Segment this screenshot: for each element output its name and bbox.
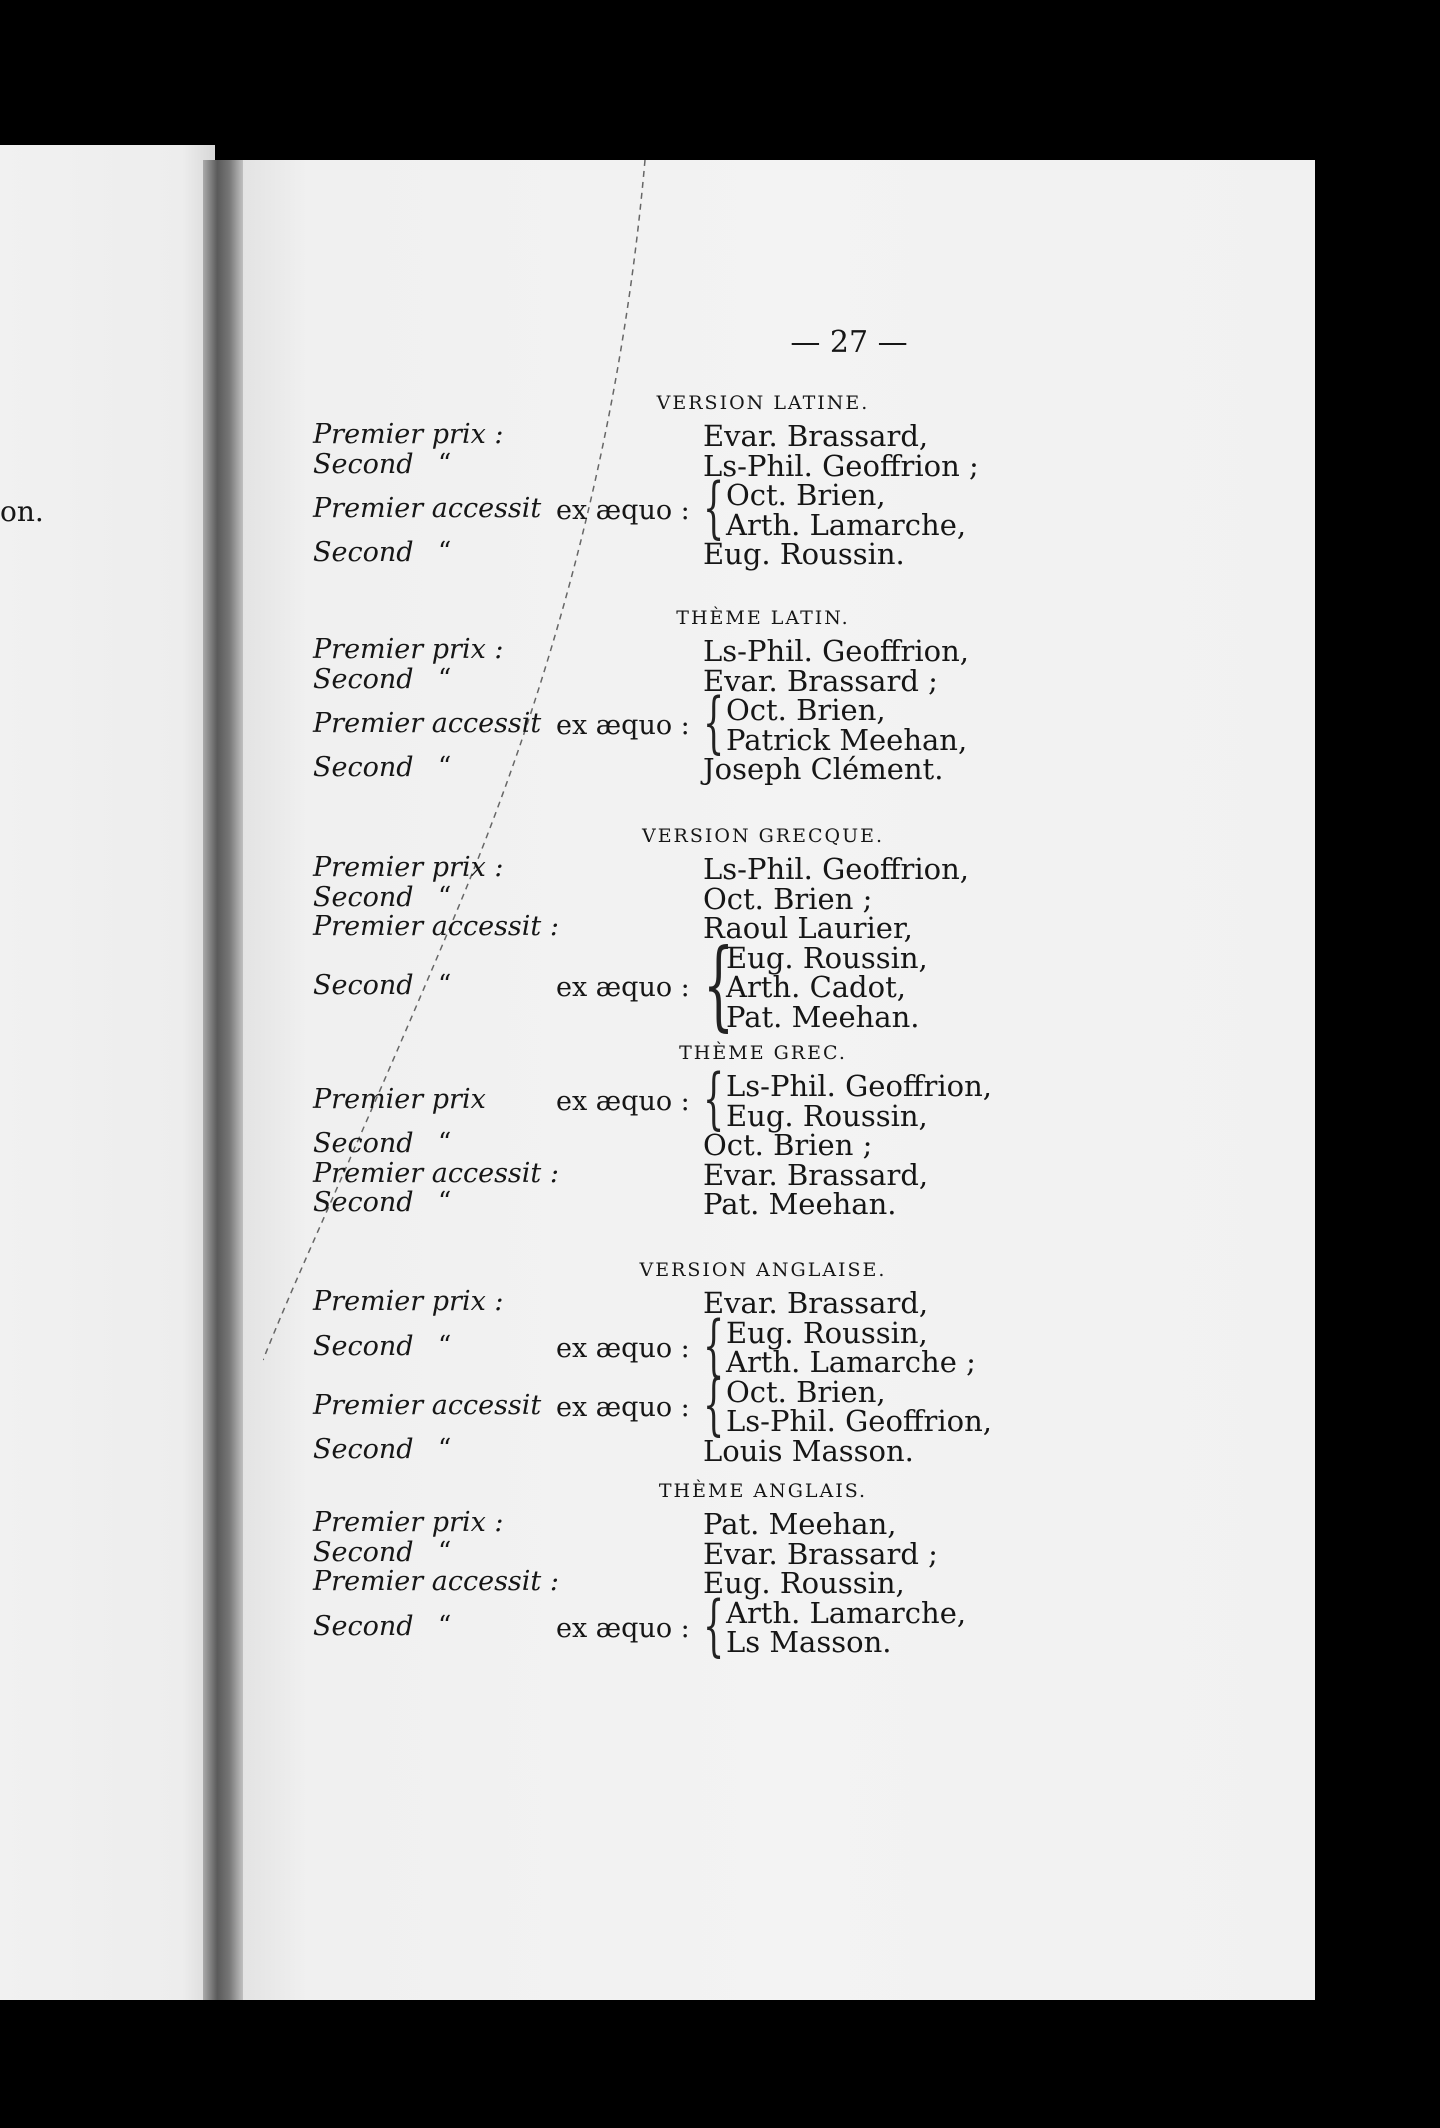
award-label: Premier prix: [313, 1084, 486, 1116]
section-heading: VERSION ANGLAISE.: [639, 1259, 887, 1281]
award-label: Second: [313, 1536, 414, 1568]
laureate-name: Pat. Meehan.: [703, 1187, 897, 1222]
section-heading: THÈME ANGLAIS.: [658, 1480, 868, 1502]
award-label: Premier prix :: [313, 419, 504, 451]
laureate-name: Arth. Lamarche ;: [726, 1345, 976, 1380]
page-number: — 27 —: [790, 325, 908, 360]
laureate-name: Evar. Brassard ;: [703, 663, 938, 698]
ex-aequo-label: ex æquo :: [556, 1612, 690, 1644]
laureate-name: Louis Masson.: [703, 1433, 914, 1468]
laureate-name: Ls-Phil. Geoffrion,: [726, 1069, 992, 1104]
award-label: Second: [313, 537, 414, 569]
award-label: Premier accessit: [313, 493, 542, 525]
laureate-name: Raoul Laurier,: [703, 911, 913, 946]
award-label: Premier accessit: [313, 708, 542, 740]
award-label: Second: [313, 1610, 414, 1642]
award-label: Premier prix :: [313, 1286, 504, 1318]
ex-aequo-label: ex æquo :: [556, 1332, 690, 1364]
section-heading: THÈME LATIN.: [676, 607, 850, 629]
award-label: Second: [313, 448, 414, 480]
brace-mark: {: [703, 1305, 725, 1384]
award-label: Premier accessit :: [313, 1566, 559, 1598]
section-heading: VERSION LATINE.: [656, 392, 870, 414]
laureate-name: Oct. Brien,: [726, 478, 886, 513]
laureate-name: Eug. Roussin.: [703, 537, 905, 572]
award-label: Second: [313, 881, 414, 913]
award-label: Second: [313, 970, 414, 1002]
ditto-mark: “: [438, 1610, 452, 1641]
laureate-name: Eug. Roussin,: [726, 1098, 928, 1133]
laureate-name: Joseph Clément.: [703, 752, 944, 787]
ditto-mark: “: [438, 1433, 452, 1464]
laureate-name: Evar. Brassard,: [703, 419, 929, 454]
left-page-fragment: on.: [0, 495, 44, 528]
brace-mark: {: [703, 683, 725, 762]
laureate-name: Oct. Brien ;: [703, 1128, 873, 1163]
laureate-name: Arth. Lamarche,: [726, 1595, 967, 1630]
brace-mark: {: [703, 468, 725, 547]
award-label: Premier accessit: [313, 1389, 542, 1421]
ex-aequo-label: ex æquo :: [556, 972, 690, 1004]
ditto-mark: “: [438, 537, 452, 568]
laureate-name: Ls-Phil. Geoffrion,: [703, 852, 969, 887]
laureate-name: Oct. Brien,: [726, 1374, 886, 1409]
brace-mark: {: [703, 1364, 725, 1443]
award-label: Second: [313, 1433, 414, 1465]
laureate-name: Arth. Lamarche,: [726, 507, 967, 542]
laureate-name: Oct. Brien ;: [703, 881, 873, 916]
laureate-name: Ls Masson.: [726, 1625, 892, 1660]
laureate-name: Eug. Roussin,: [726, 1315, 928, 1350]
document-page: [243, 160, 1315, 2000]
laureate-name: Ls-Phil. Geoffrion,: [726, 1404, 992, 1439]
laureate-name: Ls-Phil. Geoffrion,: [703, 634, 969, 669]
brace-mark: {: [703, 1059, 725, 1138]
award-label: Second: [313, 1187, 414, 1219]
ditto-mark: “: [438, 1536, 452, 1567]
laureate-name: Eug. Roussin,: [703, 1566, 905, 1601]
brace-mark: {: [703, 927, 735, 1042]
laureate-name: Pat. Meehan.: [726, 999, 920, 1034]
ditto-mark: “: [438, 1128, 452, 1159]
section-heading: VERSION GRECQUE.: [641, 825, 885, 847]
left-page: [0, 145, 215, 2000]
ex-aequo-label: ex æquo :: [556, 710, 690, 742]
ex-aequo-label: ex æquo :: [556, 1391, 690, 1423]
laureate-name: Evar. Brassard,: [703, 1286, 929, 1321]
award-label: Premier accessit :: [313, 911, 559, 943]
award-label: Premier accessit :: [313, 1157, 559, 1189]
ditto-mark: “: [438, 1187, 452, 1218]
laureate-name: Patrick Meehan,: [726, 722, 968, 757]
ditto-mark: “: [438, 881, 452, 912]
laureate-name: Oct. Brien,: [726, 693, 886, 728]
award-label: Premier prix :: [313, 1507, 504, 1539]
laureate-name: Arth. Cadot,: [726, 970, 906, 1005]
award-label: Premier prix :: [313, 634, 504, 666]
laureate-name: Pat. Meehan,: [703, 1507, 897, 1542]
ditto-mark: “: [438, 448, 452, 479]
award-label: Second: [313, 1128, 414, 1160]
brace-mark: {: [703, 1585, 725, 1664]
award-label: Second: [313, 752, 414, 784]
ditto-mark: “: [438, 663, 452, 694]
laureate-name: Evar. Brassard,: [703, 1157, 929, 1192]
ditto-mark: “: [438, 752, 452, 783]
ditto-mark: “: [438, 970, 452, 1001]
laureate-name: Ls-Phil. Geoffrion ;: [703, 448, 979, 483]
ex-aequo-label: ex æquo :: [556, 1086, 690, 1118]
ex-aequo-label: ex æquo :: [556, 495, 690, 527]
section-heading: THÈME GREC.: [679, 1042, 847, 1064]
laureate-name: Eug. Roussin,: [726, 940, 928, 975]
laureate-name: Evar. Brassard ;: [703, 1536, 938, 1571]
ditto-mark: “: [438, 1330, 452, 1361]
award-label: Second: [313, 663, 414, 695]
award-label: Second: [313, 1330, 414, 1362]
award-label: Premier prix :: [313, 852, 504, 884]
